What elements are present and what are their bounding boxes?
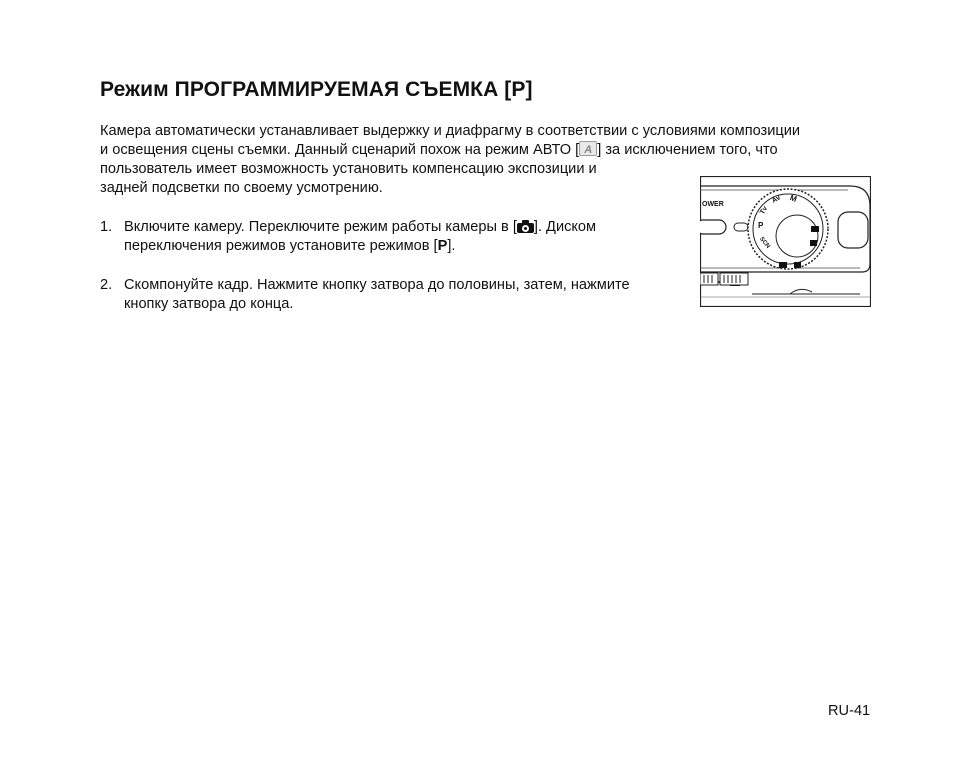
step-1-line-2-start: переключения режимов установите режимов [ (124, 238, 438, 254)
step-1-number: 1. (100, 219, 113, 235)
step-1-line-1-end: ]. Диском (533, 219, 597, 235)
step-2-number: 2. (100, 277, 113, 293)
step-1-line-2 (124, 237, 455, 256)
camera-icon (517, 220, 534, 233)
dial-label-scn: SCN (757, 236, 771, 250)
power-label: OWER (702, 201, 724, 208)
step-1-mode-p: P (437, 238, 448, 254)
dial-label-p: P (758, 221, 764, 230)
intro-line-4: задней подсветки по своему усмотрению. (100, 180, 383, 196)
step-1-line-2-end: ]. (447, 238, 456, 254)
step-2-line-1: Скомпонуйте кадр. Нажмите кнопку затвора до половины, затем, нажмите (124, 277, 630, 293)
intro-line-1: Камера автоматически устанавливает выдержку и диафрагму в соответствии с условиями композиции (100, 123, 801, 139)
camera-top-view (700, 176, 871, 307)
step-1-line-1 (124, 218, 596, 237)
intro-line-2-end: ] за исключением того, что (597, 142, 778, 158)
intro-line-3: пользователь имеет возможность установить компенсацию экспозиции и (100, 161, 597, 177)
dial-label-tv: Tv (759, 205, 770, 216)
step-1-line-1-start: Включите камеру. Переключите режим работы камеры в [ (124, 219, 517, 235)
page-number: RU-41 (828, 703, 871, 719)
dial-label-m: M (788, 193, 799, 204)
page-title: Режим ПРОГРАММИРУЕМАЯ СЪЕМКА [P] (100, 78, 533, 101)
intro-line-2-start: и освещения сцены съемки. Данный сценарий похож на режим АВТО [ (100, 142, 580, 158)
dial-label-av: Av (770, 194, 782, 205)
camera-mode-dial-illustration (700, 176, 871, 307)
intro-line-2 (100, 141, 778, 160)
step-2-line-2: кнопку затвора до конца. (124, 296, 294, 312)
auto-mode-icon (579, 141, 597, 156)
